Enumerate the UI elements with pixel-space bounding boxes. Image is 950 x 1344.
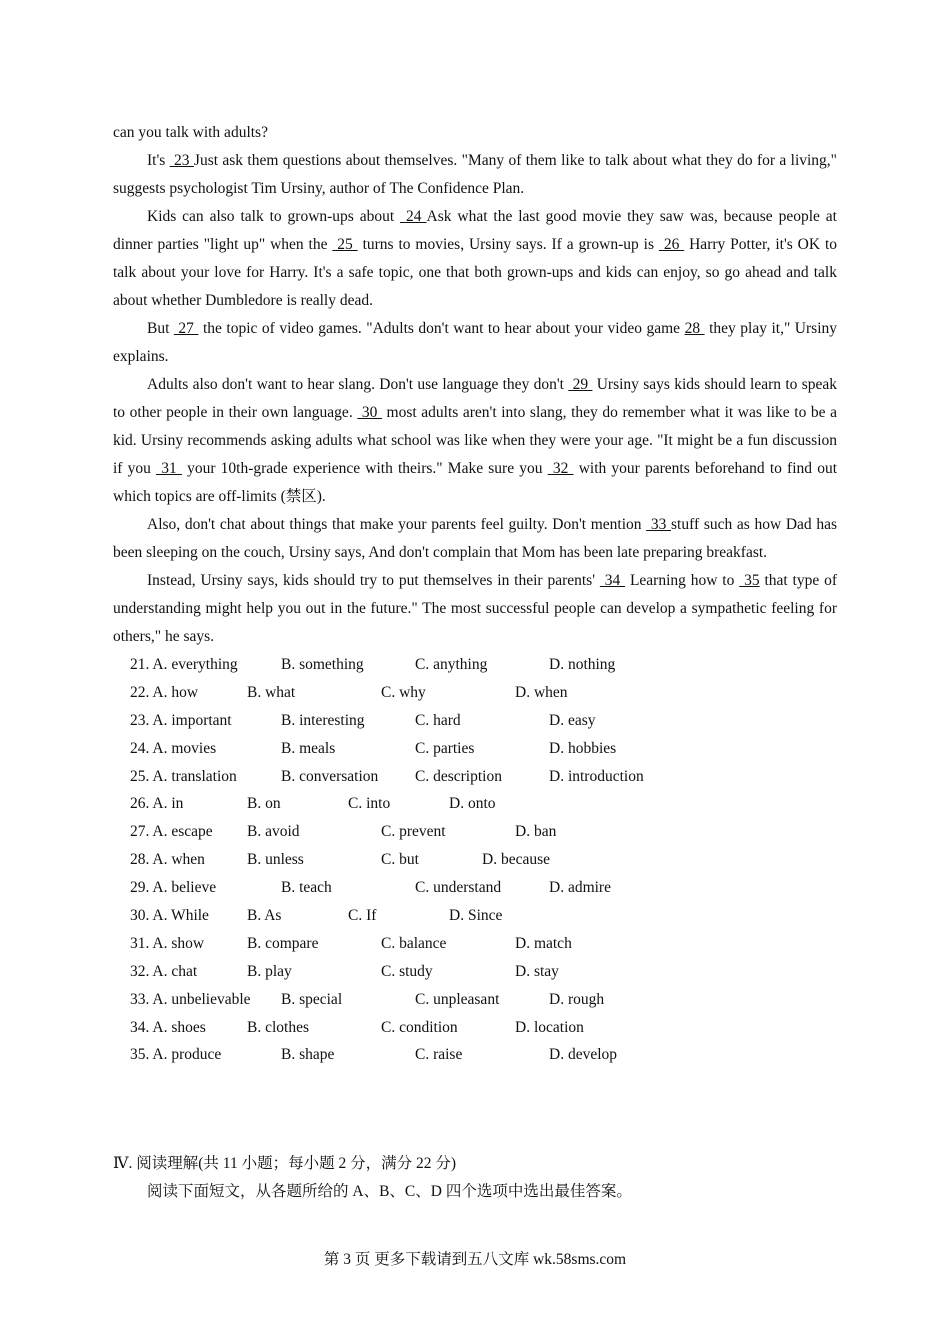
answer-blank: 25 <box>332 236 358 253</box>
option-row <box>113 651 837 679</box>
option-choice: B. on <box>247 795 281 813</box>
option-choice: 27. A. escape <box>130 823 213 841</box>
option-choice: C. If <box>348 907 377 925</box>
passage-text: Adults also don't want to hear slang. Don't use language they don't <box>147 376 569 393</box>
option-choice: D. onto <box>449 795 496 813</box>
option-choice: D. develop <box>549 1046 618 1064</box>
option-choice: 22. A. how <box>130 683 199 701</box>
passage-text: they play it," Ursiny explains. <box>113 320 837 365</box>
option-choice: 23. A. important <box>130 711 232 729</box>
option-choice: B. As <box>247 907 282 925</box>
answer-blank: 35 <box>739 572 760 589</box>
option-row <box>113 930 837 958</box>
option-choice: 33. A. unbelievable <box>130 990 251 1008</box>
option-choice: C. prevent <box>381 823 446 841</box>
option-choice: B. something <box>281 656 364 673</box>
passage-text: It's <box>147 152 170 169</box>
option-choice: 35. A. produce <box>130 1046 222 1064</box>
option-choice: B. unless <box>247 851 304 869</box>
option-row <box>113 790 837 818</box>
passage-text: Ask what the last good movie they saw was, because people at dinner parties "light up" when the <box>113 208 837 253</box>
passage-paragraph <box>113 119 837 147</box>
option-choice: B. compare <box>247 934 319 952</box>
answer-blank: 30 <box>357 404 382 421</box>
option-choice: D. nothing <box>549 656 616 673</box>
option-choice: D. location <box>515 1018 584 1036</box>
section-instruction: 阅读下面短文，从各题所给的 A、B、C、D 四个选项中选出最佳答案。 <box>147 1183 632 1200</box>
passage-text: your 10th-grade experience with theirs." Make sure you <box>181 460 548 477</box>
answer-blank: 34 <box>599 572 626 589</box>
option-choice: D. Since <box>449 907 503 925</box>
option-row <box>113 707 837 735</box>
option-choice: 21. A. everything <box>130 656 238 673</box>
passage-text: that type of understanding might help you out in the future." The most successful people can develop a sympathetic feeling for others," he says. <box>113 572 837 645</box>
passage-text: Just ask them questions about themselves. "Many of them like to talk about what they do for a living," suggests psychologist Tim Ursiny, author of The Confidence Plan. <box>113 152 838 197</box>
option-choice: D. ban <box>515 823 557 841</box>
answer-blank: 27 <box>173 320 199 337</box>
passage-paragraph <box>113 567 837 651</box>
passage-container <box>113 119 837 1069</box>
option-choice: C. hard <box>415 711 461 729</box>
option-choice: D. rough <box>549 990 605 1008</box>
passage-text: Learning how to <box>625 572 740 589</box>
option-choice: D. hobbies <box>549 739 617 757</box>
option-choice: D. stay <box>515 962 559 980</box>
option-choice: 25. A. translation <box>130 767 237 785</box>
option-choice: B. clothes <box>247 1018 309 1036</box>
passage-text: stuff such as how Dad has been sleeping on the couch, Ursiny says, And don't complain that Mom has been late preparing breakfast. <box>113 516 837 561</box>
option-choice: D. match <box>515 934 572 952</box>
option-choice: C. but <box>381 851 419 869</box>
answer-blank: 23 <box>169 152 194 169</box>
option-row <box>113 986 837 1014</box>
cloze-passage <box>113 119 837 651</box>
passage-paragraph <box>113 203 837 315</box>
option-choice: C. why <box>381 683 426 701</box>
option-choice: 26. A. in <box>130 795 184 813</box>
passage-text: Ursiny says kids should learn to speak to other people in their own language. <box>113 376 837 421</box>
passage-text: turns to movies, Ursiny says. If a grown-up is <box>357 236 659 253</box>
option-choice: C. understand <box>415 879 502 897</box>
option-choice: B. play <box>247 962 292 980</box>
option-row <box>113 763 837 791</box>
option-choice: B. teach <box>281 879 332 897</box>
option-choice: C. unpleasant <box>415 990 500 1008</box>
option-row <box>113 846 837 874</box>
option-choice: D. introduction <box>549 767 644 785</box>
answer-blank: 31 <box>156 460 182 477</box>
passage-text: with your parents beforehand to find out which topics are off-limits (禁区). <box>113 460 837 505</box>
options-list <box>113 651 837 1069</box>
answer-blank: 29 <box>568 376 593 393</box>
option-choice: B. special <box>281 990 343 1008</box>
option-row <box>113 1014 837 1042</box>
passage-text: Also, don't chat about things that make your parents feel guilty. Don't mention <box>147 516 647 533</box>
passage-text: Harry Potter, it's OK to talk about your love for Harry. It's a safe topic, one that both grown-ups and kids can enjoy, so go ahead and talk about whether Dumbledore is really dead. <box>113 236 838 309</box>
passage-text: the topic of video games. "Adults don't want to hear about your video game <box>198 320 685 337</box>
passage-text: can you talk with adults? <box>113 124 268 141</box>
passage-paragraph <box>113 315 837 371</box>
option-choice: C. study <box>381 962 433 980</box>
option-choice: 31. A. show <box>130 934 205 952</box>
option-choice: 29. A. believe <box>130 879 217 897</box>
passage-paragraph <box>113 147 837 203</box>
page-footer: 第 3 页 更多下载请到五八文库 wk.58sms.com <box>323 1251 627 1268</box>
option-choice: C. raise <box>415 1046 463 1064</box>
option-choice: C. parties <box>415 739 475 757</box>
answer-blank: 24 <box>400 208 427 225</box>
option-choice: C. balance <box>381 934 447 952</box>
option-choice: B. interesting <box>281 711 365 729</box>
passage-paragraph <box>113 511 837 567</box>
option-row <box>113 735 837 763</box>
answer-blank: 32 <box>547 460 574 477</box>
option-choice: 28. A. when <box>130 851 205 869</box>
answer-blank: 28 <box>684 320 705 337</box>
option-choice: B. conversation <box>281 767 379 785</box>
option-choice: D. admire <box>549 879 611 897</box>
option-row <box>113 902 837 930</box>
passage-text: Instead, Ursiny says, kids should try to put themselves in their parents' <box>147 572 600 589</box>
option-choice: D. easy <box>549 711 596 729</box>
answer-blank: 33 <box>646 516 672 533</box>
option-choice: B. meals <box>281 739 336 757</box>
passage-text: But <box>147 320 174 337</box>
passage-paragraph <box>113 371 837 511</box>
option-row <box>113 679 837 707</box>
option-choice: 32. A. chat <box>130 962 198 980</box>
option-choice: 30. A. While <box>130 907 209 925</box>
section-heading: Ⅳ. 阅读理解(共 11 小题；每小题 2 分，满分 22 分) <box>113 1155 456 1172</box>
passage-text: Kids can also talk to grown-ups about <box>147 208 401 225</box>
passage-text: most adults aren't into slang, they do remember what it was like to be a kid. Ursiny recommends asking adults what school was like when they were your age. "It might be a fun discussion if you <box>113 404 838 477</box>
option-choice: D. when <box>515 683 568 701</box>
option-choice: 34. A. shoes <box>130 1018 206 1036</box>
option-choice: B. what <box>247 683 296 701</box>
option-row <box>113 958 837 986</box>
option-row <box>113 818 837 846</box>
option-choice: D. because <box>482 851 550 869</box>
option-choice: C. condition <box>381 1018 458 1036</box>
option-choice: B. avoid <box>247 823 300 841</box>
option-row <box>113 1041 837 1069</box>
option-choice: C. anything <box>415 656 488 673</box>
option-choice: C. into <box>348 795 391 813</box>
option-choice: 24. A. movies <box>130 739 217 757</box>
option-choice: C. description <box>415 767 502 785</box>
option-choice: B. shape <box>281 1046 335 1064</box>
answer-blank: 26 <box>658 236 685 253</box>
option-row <box>113 874 837 902</box>
